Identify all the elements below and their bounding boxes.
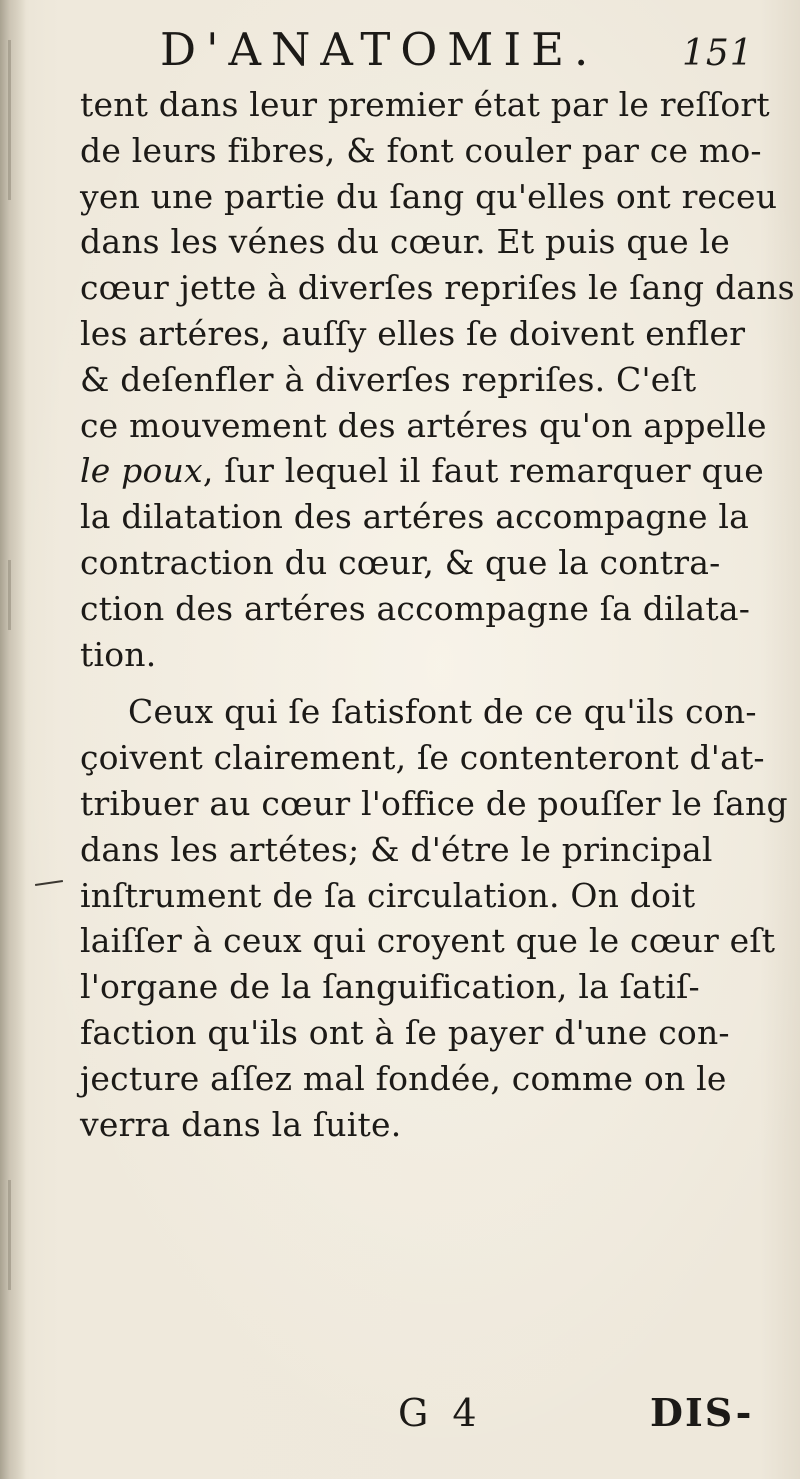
- text-line: contraction du cœur, & que la contra-: [80, 542, 721, 582]
- page-gutter: [0, 0, 26, 1479]
- page-footer: [0, 1388, 800, 1448]
- text-line-with-italic: [80, 448, 770, 494]
- text-line: laiſſer à ceux qui croyent que le cœur eſt: [80, 921, 776, 961]
- text-line: yen une partie du ſang qu'elles ont receu: [80, 176, 778, 216]
- text-line: tribuer au cœur l'office de pouſſer le ſang: [80, 783, 788, 823]
- text-line: faction qu'ils ont à ſe payer d'une con-: [80, 1012, 730, 1052]
- text-line: dans les artétes; & d'étre le principal: [80, 829, 713, 869]
- text-line: Ceux qui ſe ſatisfont de ce qu'ils con-: [128, 692, 757, 732]
- text-line: les artéres, auſſy elles ſe doivent enfler: [80, 313, 746, 353]
- text-line: de leurs fibres, & font couler par ce mo-: [80, 130, 762, 170]
- text-line: dans les vénes du cœur. Et puis que le: [80, 222, 731, 262]
- edge-stain: [8, 560, 11, 630]
- paragraph-2: [80, 689, 788, 1147]
- text-line-rest: , ſur lequel il faut remarquer que: [202, 451, 765, 491]
- edge-stain: [8, 1180, 11, 1290]
- text-line: la dilatation des artéres accompagne la: [80, 497, 750, 537]
- text-line: çoivent clairement, ſe contenteront d'at-: [80, 738, 765, 778]
- text-line: tion.: [80, 634, 157, 674]
- text-line: & deſenfler à diverſes repriſes. C'eſt: [80, 359, 697, 399]
- page-header: [0, 22, 800, 82]
- text-line: inſtrument de ſa circulation. On doit: [80, 875, 696, 915]
- text-line: verra dans la ſuite.: [80, 1104, 402, 1144]
- text-body: [80, 82, 795, 1147]
- text-line: ce mouvement des artéres qu'on appelle: [80, 405, 767, 445]
- text-line: jecture aſſez mal fondée, comme on le: [80, 1058, 727, 1098]
- paragraph-1: [80, 82, 795, 677]
- text-line: cœur jette à diverſes repriſes le ſang dans: [80, 268, 795, 308]
- paragraph-gap: [80, 677, 770, 689]
- running-head: D'ANATOMIE.: [160, 23, 599, 76]
- italic-term: le poux: [80, 451, 203, 491]
- text-line: l'organe de la ſanguification, la ſatiſ-: [80, 967, 700, 1007]
- text-line: tent dans leur premier état par le reſſort: [80, 85, 770, 124]
- signature-mark: G 4: [398, 1391, 483, 1435]
- margin-mark: [35, 880, 63, 886]
- page-number: 151: [682, 33, 754, 74]
- catchword: DIS-: [650, 1390, 754, 1435]
- text-line: ction des artéres accompagne ſa dilata-: [80, 588, 751, 628]
